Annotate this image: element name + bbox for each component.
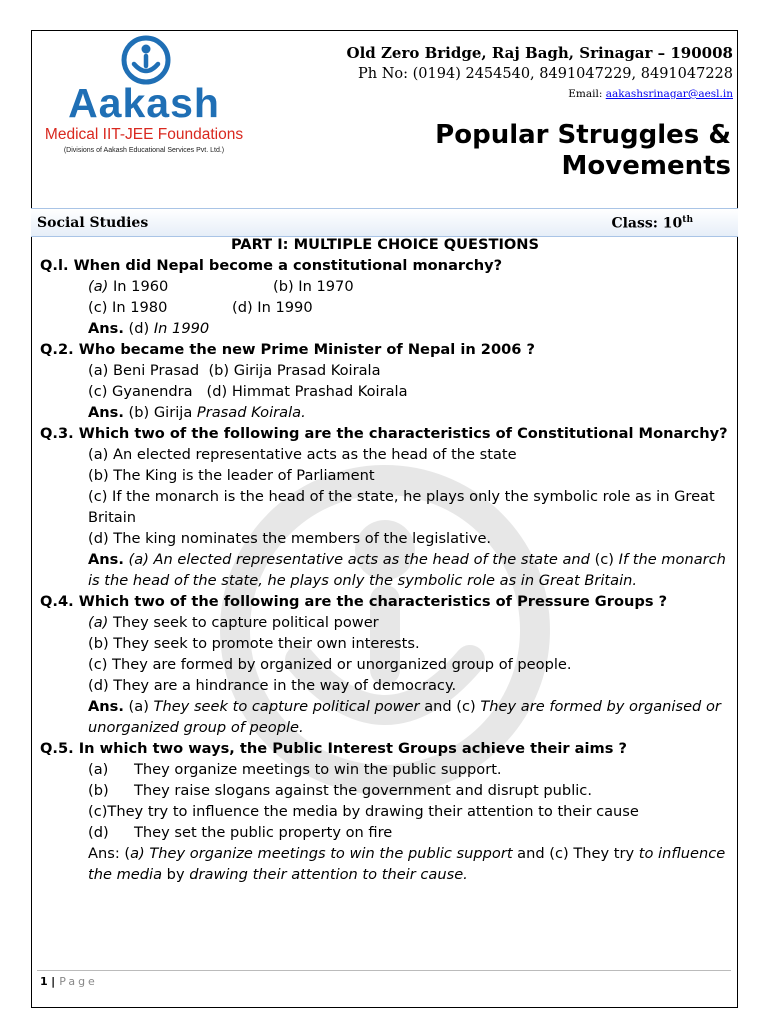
- q3-option-b: (b) The King is the leader of Parliament: [88, 467, 375, 484]
- q3-option-c: (c) If the monarch is the head of the state, he plays only the symbolic role as in Great Britain: [88, 488, 715, 526]
- q5-option-b: (b) They raise slogans against the government and disrupt public.: [88, 782, 592, 799]
- q4-option-d: (d) They are a hindrance in the way of democracy.: [88, 677, 457, 694]
- phone-numbers: Ph No: (0194) 2454540, 8491047229, 8491047228: [358, 66, 733, 82]
- subject-bar: [31, 208, 738, 237]
- document-title: [435, 120, 731, 182]
- footer-separator: |: [51, 975, 56, 988]
- q5-option-a: (a) They organize meetings to win the public support.: [88, 761, 502, 778]
- footer-divider: [37, 970, 731, 971]
- question-4: Q.4. Which two of the following are the characteristics of Pressure Groups ?: [40, 593, 668, 610]
- subject-label: Social Studies: [37, 215, 149, 231]
- q1-options-row-1: (a) In 1960 (b) In 1970: [88, 278, 354, 295]
- aakash-logo: [38, 32, 250, 160]
- question-3: Q.3. Which two of the following are the characteristics of Constitutional Monarchy?: [40, 425, 728, 442]
- email-label: Email:: [568, 88, 603, 100]
- q3-option-d: (d) The king nominates the members of the legislative.: [88, 530, 492, 547]
- q5-answer: Ans: (a) They organize meetings to win the public support and (c) They try to influence the media by drawing their attention to their cause.: [88, 845, 726, 883]
- q4-option-b: (b) They seek to promote their own interests.: [88, 635, 420, 652]
- q5-option-d: (d) They set the public property on fire: [88, 824, 393, 841]
- class-text: Class: 10: [611, 215, 683, 232]
- class-label: [611, 215, 693, 232]
- q2-options-row-2: (c) Gyanendra (d) Himmat Prashad Koirala: [88, 383, 408, 400]
- aakash-emblem-icon: [120, 34, 172, 86]
- question-1: Q.l. When did Nepal become a constitutional monarchy?: [40, 257, 503, 274]
- email-line: [568, 88, 733, 100]
- page-word: Page: [59, 975, 98, 988]
- class-suffix: th: [682, 215, 693, 225]
- page-footer: [40, 975, 98, 988]
- title-line-2: Movements: [561, 151, 731, 181]
- q1-answer: Ans. (d) In 1990: [88, 320, 210, 337]
- title-line-1: Popular Struggles &: [435, 120, 731, 150]
- q4-option-a: (a) They seek to capture political power: [88, 614, 379, 631]
- q1-options-row-2: (c) In 1980 (d) In 1990: [88, 299, 313, 316]
- q2-options-row-1: (a) Beni Prasad (b) Girija Prasad Koirala: [88, 362, 381, 379]
- q2-answer: Ans. (b) Girija Prasad Koirala.: [88, 404, 306, 421]
- question-2: Q.2. Who became the new Prime Minister of Nepal in 2006 ?: [40, 341, 535, 358]
- email-link[interactable]: aakashsrinagar@aesl.in: [605, 88, 733, 100]
- q4-answer: Ans. (a) They seek to capture political power and (c) They are formed by organised or unorganized group of people.: [88, 698, 721, 736]
- logo-wordmark: Aakash: [68, 80, 220, 126]
- q3-answer: Ans. (a) An elected representative acts as the head of the state and (c) If the monarch is the head of the state, he plays only the symbolic role as in Great Britain.: [88, 551, 726, 589]
- address: Old Zero Bridge, Raj Bagh, Srinagar – 190008: [346, 44, 733, 62]
- page-number: 1: [40, 975, 48, 988]
- logo-division-text: (Divisions of Aakash Educational Services Pvt. Ltd.): [63, 147, 225, 154]
- part-heading: PART I: MULTIPLE CHOICE QUESTIONS: [230, 236, 540, 253]
- question-5: Q.5. In which two ways, the Public Interest Groups achieve their aims ?: [40, 740, 627, 757]
- question-content: [40, 234, 730, 885]
- q3-option-a: (a) An elected representative acts as the head of the state: [88, 446, 517, 463]
- q5-option-c: (c)They try to influence the media by drawing their attention to their cause: [88, 803, 639, 820]
- logo-subtitle: Medical IIT-JEE Foundations: [44, 126, 244, 143]
- q4-option-c: (c) They are formed by organized or unorganized group of people.: [88, 656, 572, 673]
